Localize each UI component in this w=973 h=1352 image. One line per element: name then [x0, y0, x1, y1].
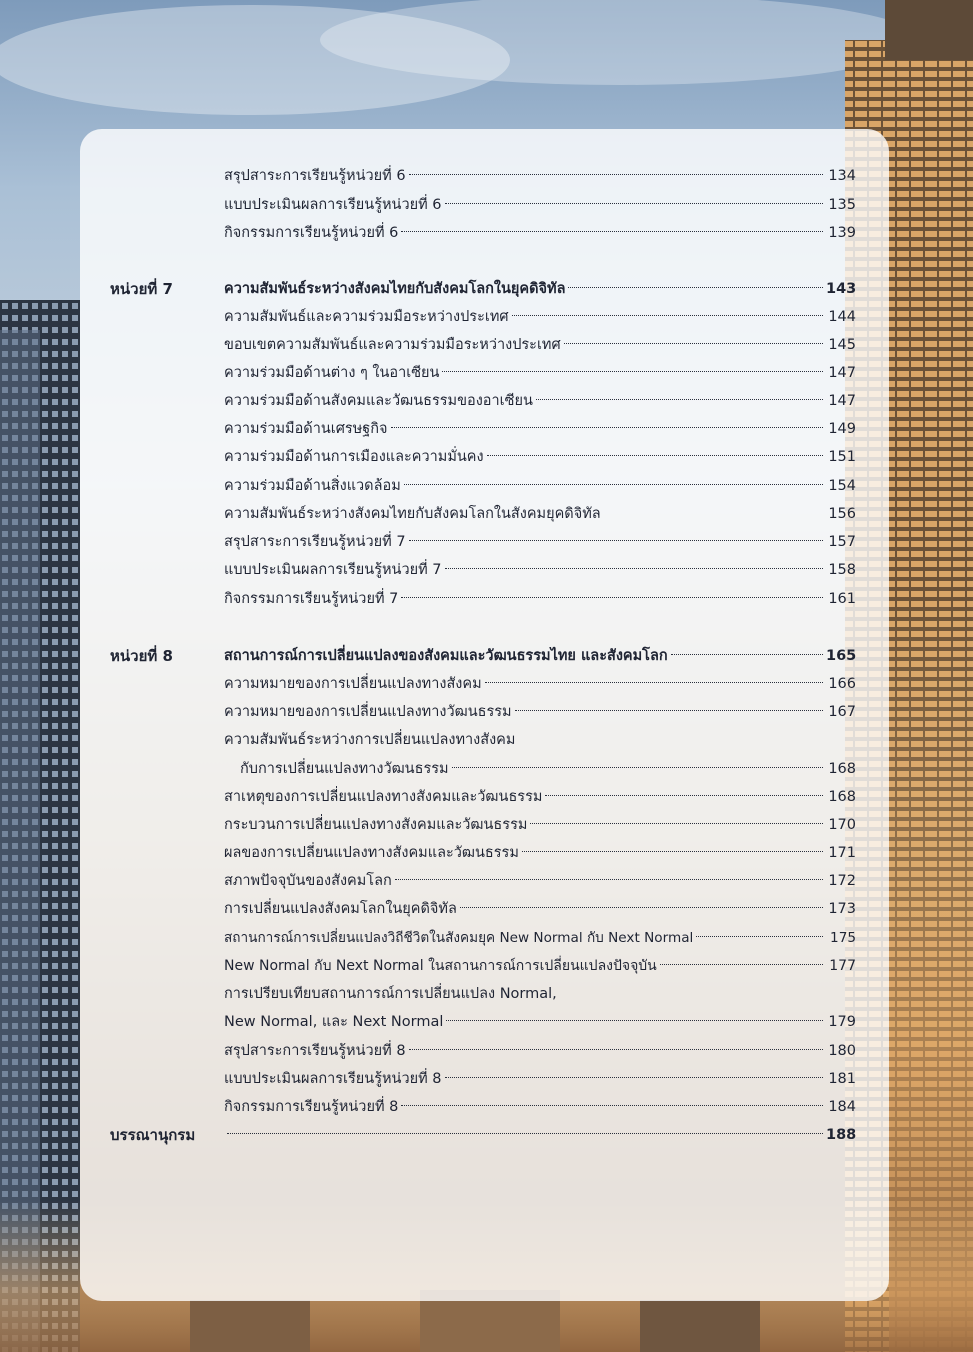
page-number: 167	[828, 704, 856, 720]
toc-entry[interactable]	[0, 191, 973, 219]
dot-leader	[545, 795, 823, 796]
dot-leader	[445, 203, 824, 204]
unit-title: สถานการณ์การเปลี่ยนแปลงของสังคมและวัฒนธรรมไทย และสังคมโลก	[224, 648, 668, 664]
dot-leader	[442, 371, 823, 372]
page-number: 151	[828, 449, 856, 465]
entry-text: แบบประเมินผลการเรียนรู้หน่วยที่ 6	[224, 197, 442, 213]
page-number: 177	[829, 958, 856, 974]
page-number: 168	[828, 789, 856, 805]
entry-text: ความหมายของการเปลี่ยนแปลงทางวัฒนธรรม	[224, 704, 512, 720]
entry-text: กิจกรรมการเรียนรู้หน่วยที่ 6	[224, 225, 399, 241]
dot-leader	[564, 343, 823, 344]
entry-text: สรุปสาระการเรียนรู้หน่วยที่ 6	[224, 168, 406, 184]
page-number: 188	[826, 1127, 857, 1143]
toc-entry[interactable]	[0, 443, 973, 471]
entry-text: ความร่วมมือด้านสังคมและวัฒนธรรมของอาเซียน	[224, 393, 533, 409]
dot-leader	[452, 767, 823, 768]
entry-text: ความหมายของการเปลี่ยนแปลงทางสังคม	[224, 676, 482, 692]
toc-entry[interactable]	[0, 162, 973, 190]
dot-leader	[409, 540, 823, 541]
entry-text: ความสัมพันธ์และความร่วมมือระหว่างประเทศ	[224, 309, 509, 325]
page-number: 147	[828, 393, 856, 409]
dot-leader	[696, 936, 823, 937]
toc-entry[interactable]	[0, 980, 973, 1008]
dot-leader	[409, 174, 823, 175]
dot-leader	[515, 710, 823, 711]
entry-text: กับการเปลี่ยนแปลงทางวัฒนธรรม	[240, 761, 449, 777]
dot-leader	[568, 287, 823, 288]
page-number: 184	[828, 1099, 856, 1115]
entry-text: ความร่วมมือด้านสิ่งแวดล้อม	[224, 478, 401, 494]
page-number: 143	[826, 281, 857, 297]
toc-entry[interactable]	[0, 1065, 973, 1093]
toc-entry[interactable]	[0, 952, 973, 980]
dot-leader	[487, 455, 823, 456]
entry-text: ขอบเขตความสัมพันธ์และความร่วมมือระหว่างประเทศ	[224, 337, 561, 353]
dot-leader	[485, 682, 823, 683]
toc-entry[interactable]	[0, 783, 973, 811]
page-number: 179	[828, 1014, 856, 1030]
page-number: 175	[830, 930, 856, 946]
page-number: 147	[828, 365, 856, 381]
entry-text: การเปรียบเทียบสถานการณ์การเปลี่ยนแปลง Normal,	[224, 986, 557, 1002]
entry-text: สาเหตุของการเปลี่ยนแปลงทางสังคมและวัฒนธรรม	[224, 789, 543, 805]
page-number: 157	[828, 534, 856, 550]
toc-entry[interactable]	[0, 585, 973, 613]
page-number: 145	[828, 337, 856, 353]
entry-text: สภาพปัจจุบันของสังคมโลก	[224, 873, 392, 889]
entry-text: สถานการณ์การเปลี่ยนแปลงวิถีชีวิตในสังคมยุค New Normal กับ Next Normal	[224, 930, 694, 946]
page-number: 156	[828, 506, 856, 522]
page-number: 171	[828, 845, 856, 861]
toc-entry[interactable]	[0, 556, 973, 584]
toc-entry[interactable]	[0, 811, 973, 839]
dot-leader	[671, 654, 823, 655]
toc-entry[interactable]	[0, 726, 973, 754]
entry-text: สรุปสาระการเรียนรู้หน่วยที่ 8	[224, 1043, 406, 1059]
dot-leader	[522, 851, 823, 852]
page-number: 166	[828, 676, 856, 692]
page-number: 165	[826, 648, 857, 664]
page-number: 144	[828, 309, 856, 325]
entry-text: แบบประเมินผลการเรียนรู้หน่วยที่ 7	[224, 562, 442, 578]
toc-entry[interactable]	[0, 670, 973, 698]
dot-leader	[660, 964, 823, 965]
dot-leader	[460, 907, 823, 908]
entry-text: การเปลี่ยนแปลงสังคมโลกในยุคดิจิทัล	[224, 901, 457, 917]
page-number: 161	[828, 591, 856, 607]
page-number: 139	[828, 225, 856, 241]
unit-title: ความสัมพันธ์ระหว่างสังคมไทยกับสังคมโลกในยุคดิจิทัล	[224, 281, 566, 297]
toc-entry[interactable]	[0, 472, 973, 500]
toc-entry[interactable]	[0, 895, 973, 923]
entry-text: แบบประเมินผลการเรียนรู้หน่วยที่ 8	[224, 1071, 442, 1087]
toc-entry[interactable]	[0, 1008, 973, 1036]
page-number: 135	[828, 197, 856, 213]
toc-entry[interactable]	[0, 528, 973, 556]
entry-text: กิจกรรมการเรียนรู้หน่วยที่ 7	[224, 591, 399, 607]
page-number: 134	[828, 168, 856, 184]
dot-leader	[395, 879, 823, 880]
unit-label: บรรณานุกรม	[110, 1126, 196, 1144]
dot-leader	[536, 399, 823, 400]
toc-entry[interactable]	[0, 924, 973, 952]
toc-entry[interactable]	[0, 415, 973, 443]
entry-text: กิจกรรมการเรียนรู้หน่วยที่ 8	[224, 1099, 399, 1115]
page-number: 170	[828, 817, 856, 833]
dot-leader	[404, 484, 823, 485]
entry-text: ความร่วมมือด้านต่าง ๆ ในอาเซียน	[224, 365, 440, 381]
page-number: 180	[828, 1043, 856, 1059]
page-number: 172	[828, 873, 856, 889]
page-number: 154	[828, 478, 856, 494]
unit-8-heading[interactable]	[0, 642, 973, 670]
dot-leader	[401, 231, 823, 232]
entry-text: ความร่วมมือด้านเศรษฐกิจ	[224, 421, 388, 437]
dot-leader	[227, 1133, 823, 1134]
toc-entry[interactable]	[0, 1093, 973, 1121]
toc-entry[interactable]	[0, 219, 973, 247]
page-number: 149	[828, 421, 856, 437]
dot-leader	[446, 1020, 823, 1021]
toc-entry[interactable]	[0, 698, 973, 726]
entry-text: ความสัมพันธ์ระหว่างการเปลี่ยนแปลงทางสังคม	[224, 732, 516, 748]
toc-entry[interactable]	[0, 839, 973, 867]
entry-text: ผลของการเปลี่ยนแปลงทางสังคมและวัฒนธรรม	[224, 845, 519, 861]
page-number: 173	[828, 901, 856, 917]
dot-leader	[401, 597, 823, 598]
dot-leader	[530, 823, 823, 824]
dot-leader	[401, 1105, 823, 1106]
dot-leader	[445, 1077, 824, 1078]
dot-leader	[409, 1049, 823, 1050]
entry-text: New Normal, และ Next Normal	[224, 1014, 444, 1030]
page-number: 168	[828, 761, 856, 777]
toc-entry[interactable]	[0, 1037, 973, 1065]
toc-entry[interactable]	[0, 867, 973, 895]
dot-leader	[512, 315, 823, 316]
unit-label: หน่วยที่ 7	[110, 280, 173, 298]
unit-7-heading[interactable]	[0, 275, 973, 303]
toc-entry[interactable]	[0, 359, 973, 387]
toc-entry[interactable]	[0, 387, 973, 415]
entry-text: กระบวนการเปลี่ยนแปลงทางสังคมและวัฒนธรรม	[224, 817, 528, 833]
entry-text: ความร่วมมือด้านการเมืองและความมั่นคง	[224, 449, 484, 465]
entry-text: ความสัมพันธ์ระหว่างสังคมไทยกับสังคมโลกในสังคมยุคดิจิทัล	[224, 506, 601, 522]
unit-label: หน่วยที่ 8	[110, 647, 173, 665]
dot-leader	[391, 427, 823, 428]
dot-leader	[445, 568, 824, 569]
toc-entry[interactable]	[0, 303, 973, 331]
entry-text: สรุปสาระการเรียนรู้หน่วยที่ 7	[224, 534, 406, 550]
toc-entry[interactable]	[0, 755, 973, 783]
entry-text: New Normal กับ Next Normal ในสถานการณ์การเปลี่ยนแปลงปัจจุบัน	[224, 958, 657, 974]
toc-entry[interactable]	[0, 500, 973, 528]
toc-entry[interactable]	[0, 331, 973, 359]
bibliography-entry[interactable]	[0, 1121, 973, 1149]
page-number: 158	[828, 562, 856, 578]
page-number: 181	[828, 1071, 856, 1087]
